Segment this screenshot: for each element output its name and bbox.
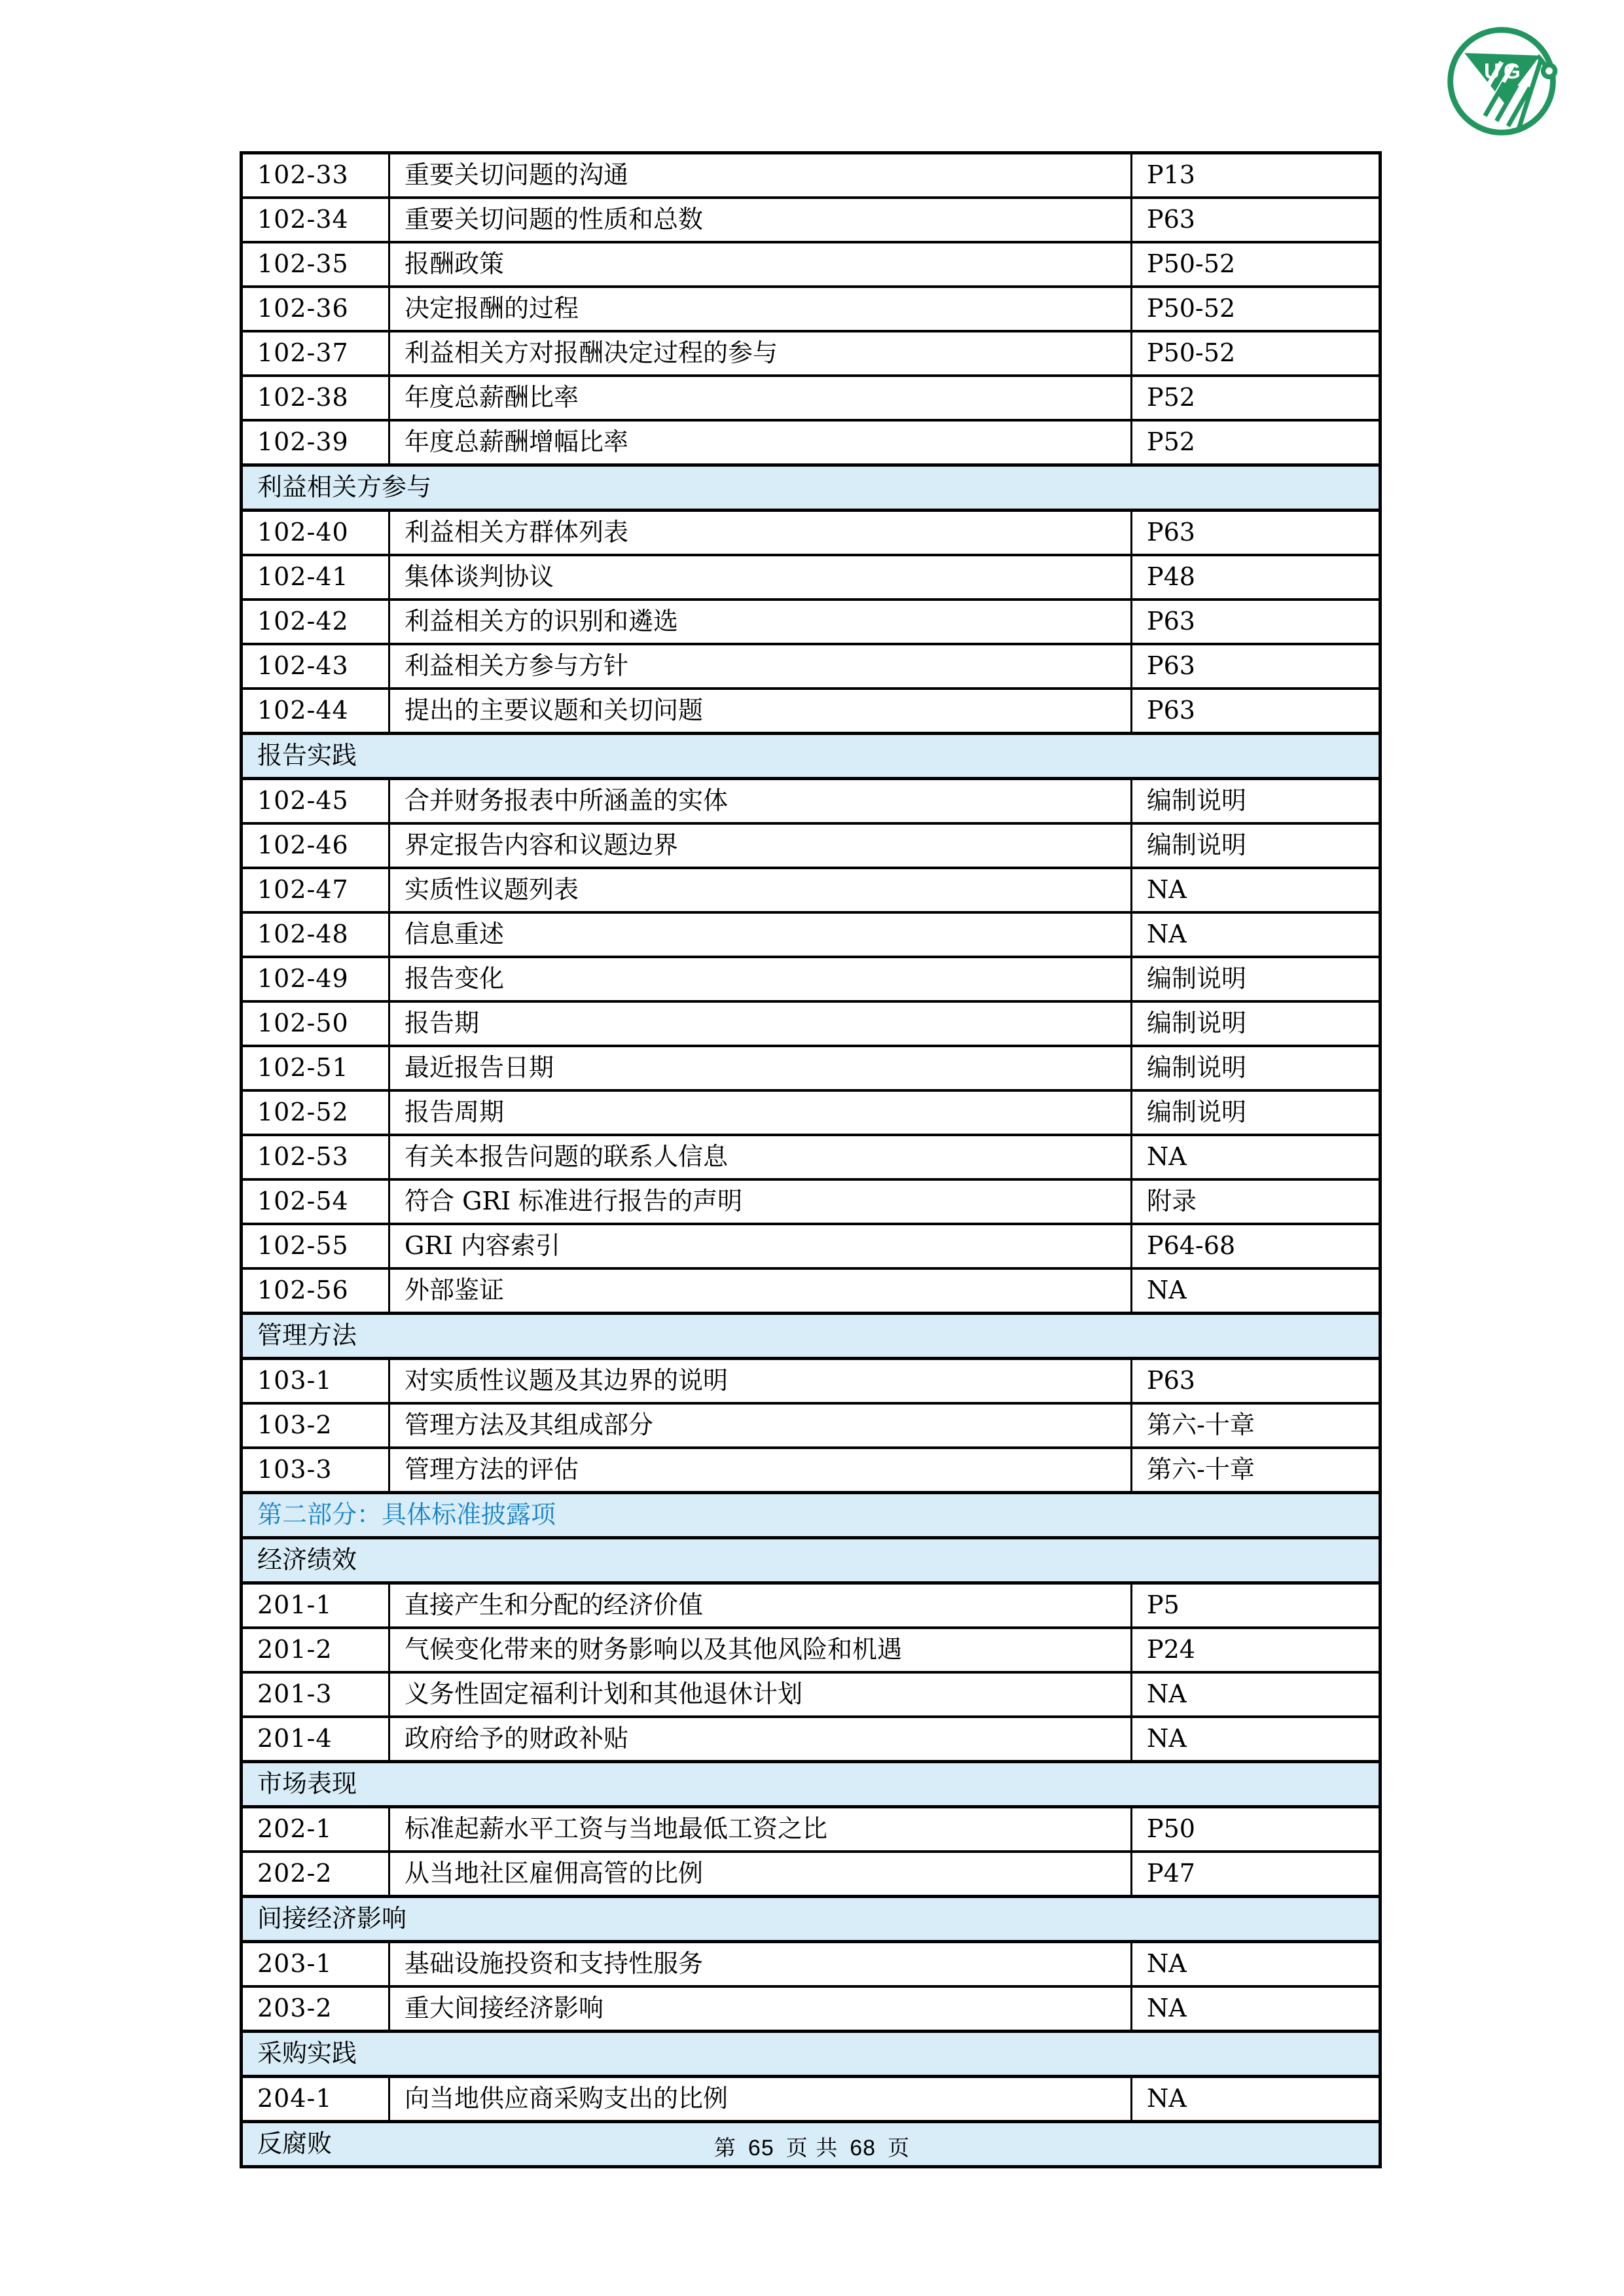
table-row xyxy=(242,2077,1380,2122)
disclosure-description-cell: 基础设施投资和支持性服务 xyxy=(389,1942,1132,1987)
table-row xyxy=(242,376,1380,420)
section-header-label: 经济绩效 xyxy=(242,1538,1380,1583)
disclosure-description-cell: 界定报告内容和议题边界 xyxy=(389,823,1132,868)
disclosure-code-cell: 102-39 xyxy=(242,420,389,465)
disclosure-code-cell: 102-56 xyxy=(242,1268,389,1314)
table-row xyxy=(242,1090,1380,1135)
table-row xyxy=(242,1001,1380,1046)
page-reference-cell: NA xyxy=(1132,1717,1380,1762)
disclosure-description-cell: 符合 GRI 标准进行报告的声明 xyxy=(389,1179,1132,1224)
disclosure-description-cell: 年度总薪酬比率 xyxy=(389,376,1132,420)
page-reference-cell: P63 xyxy=(1132,511,1380,556)
disclosure-code-cell: 201-3 xyxy=(242,1672,389,1717)
disclosure-description-cell: 提出的主要议题和关切问题 xyxy=(389,689,1132,734)
table-row xyxy=(242,1583,1380,1628)
disclosure-code-cell: 102-49 xyxy=(242,957,389,1001)
page-reference-cell: P50-52 xyxy=(1132,331,1380,376)
section-header-row xyxy=(242,2032,1380,2077)
disclosure-description-cell: 报告变化 xyxy=(389,957,1132,1001)
disclosure-description-cell: 信息重述 xyxy=(389,912,1132,957)
table-row xyxy=(242,153,1380,198)
disclosure-description-cell: GRI 内容索引 xyxy=(389,1224,1132,1268)
table-row xyxy=(242,1359,1380,1404)
footer-middle: 页 共 xyxy=(785,2135,839,2161)
table-row xyxy=(242,511,1380,556)
disclosure-description-cell: 义务性固定福利计划和其他退休计划 xyxy=(389,1672,1132,1717)
section-header-label: 反腐败 xyxy=(242,2122,1380,2167)
disclosure-code-cell: 102-50 xyxy=(242,1001,389,1046)
disclosure-code-cell: 103-1 xyxy=(242,1359,389,1404)
table-row xyxy=(242,644,1380,689)
footer-prefix: 第 xyxy=(713,2135,736,2161)
page-reference-cell: P13 xyxy=(1132,153,1380,198)
disclosure-description-cell: 有关本报告问题的联系人信息 xyxy=(389,1135,1132,1179)
table-row xyxy=(242,1403,1380,1448)
company-logo xyxy=(1440,20,1568,148)
table-row xyxy=(242,555,1380,600)
table-row xyxy=(242,912,1380,957)
disclosure-code-cell: 102-42 xyxy=(242,600,389,644)
disclosure-code-cell: 102-36 xyxy=(242,287,389,331)
disclosure-description-cell: 利益相关方对报酬决定过程的参与 xyxy=(389,331,1132,376)
table-row xyxy=(242,331,1380,376)
page-reference-cell: NA xyxy=(1132,1135,1380,1179)
total-page-number: 68 xyxy=(850,2136,876,2161)
section-header-row xyxy=(242,1897,1380,1942)
table-row xyxy=(242,287,1380,331)
section-header-label: 管理方法 xyxy=(242,1314,1380,1359)
disclosure-code-cell: 102-55 xyxy=(242,1224,389,1268)
disclosure-code-cell: 102-48 xyxy=(242,912,389,957)
disclosure-code-cell: 102-37 xyxy=(242,331,389,376)
gri-index-table xyxy=(240,151,1382,2168)
page-reference-cell: P63 xyxy=(1132,1359,1380,1404)
table-row xyxy=(242,1224,1380,1268)
disclosure-code-cell: 202-1 xyxy=(242,1807,389,1852)
disclosure-description-cell: 利益相关方群体列表 xyxy=(389,511,1132,556)
disclosure-description-cell: 合并财务报表中所涵盖的实体 xyxy=(389,779,1132,824)
table-row xyxy=(242,1942,1380,1987)
section-header-label: 采购实践 xyxy=(242,2032,1380,2077)
disclosure-code-cell: 204-1 xyxy=(242,2077,389,2122)
page-reference-cell: NA xyxy=(1132,912,1380,957)
section-header-label: 报告实践 xyxy=(242,734,1380,779)
page-reference-cell: NA xyxy=(1132,2077,1380,2122)
page-reference-cell: 编制说明 xyxy=(1132,779,1380,824)
disclosure-description-cell: 直接产生和分配的经济价值 xyxy=(389,1583,1132,1628)
page-reference-cell: P50 xyxy=(1132,1807,1380,1852)
table-row xyxy=(242,1046,1380,1090)
page-footer xyxy=(0,2131,1624,2162)
table-row xyxy=(242,957,1380,1001)
page-reference-cell: P52 xyxy=(1132,420,1380,465)
disclosure-description-cell: 气候变化带来的财务影响以及其他风险和机遇 xyxy=(389,1628,1132,1672)
disclosure-description-cell: 向当地供应商采购支出的比例 xyxy=(389,2077,1132,2122)
disclosure-description-cell: 重要关切问题的沟通 xyxy=(389,153,1132,198)
table-row xyxy=(242,1448,1380,1493)
section-header-row xyxy=(242,1314,1380,1359)
footer-suffix: 页 xyxy=(888,2135,911,2161)
disclosure-description-cell: 管理方法及其组成部分 xyxy=(389,1403,1132,1448)
disclosure-code-cell: 102-43 xyxy=(242,644,389,689)
disclosure-code-cell: 103-2 xyxy=(242,1403,389,1448)
page-reference-cell: NA xyxy=(1132,1672,1380,1717)
ug-logo-icon xyxy=(1440,20,1568,148)
page-reference-cell: 第六-十章 xyxy=(1132,1448,1380,1493)
table-row xyxy=(242,1135,1380,1179)
page-reference-cell: 附录 xyxy=(1132,1179,1380,1224)
page-reference-cell: 编制说明 xyxy=(1132,823,1380,868)
disclosure-description-cell: 决定报酬的过程 xyxy=(389,287,1132,331)
page-reference-cell: P63 xyxy=(1132,644,1380,689)
page-reference-cell: NA xyxy=(1132,1268,1380,1314)
page-reference-cell: 编制说明 xyxy=(1132,957,1380,1001)
disclosure-description-cell: 政府给予的财政补贴 xyxy=(389,1717,1132,1762)
table-row xyxy=(242,823,1380,868)
disclosure-description-cell: 重大间接经济影响 xyxy=(389,1986,1132,2032)
page-reference-cell: P63 xyxy=(1132,600,1380,644)
disclosure-description-cell: 利益相关方参与方针 xyxy=(389,644,1132,689)
disclosure-code-cell: 103-3 xyxy=(242,1448,389,1493)
page-reference-cell: 编制说明 xyxy=(1132,1001,1380,1046)
disclosure-code-cell: 102-46 xyxy=(242,823,389,868)
page-reference-cell: 第六-十章 xyxy=(1132,1403,1380,1448)
disclosure-code-cell: 102-34 xyxy=(242,198,389,242)
page-reference-cell: P63 xyxy=(1132,689,1380,734)
table-row xyxy=(242,1179,1380,1224)
table-row xyxy=(242,868,1380,912)
disclosure-description-cell: 报告期 xyxy=(389,1001,1132,1046)
section-header-label: 市场表现 xyxy=(242,1762,1380,1807)
disclosure-code-cell: 102-33 xyxy=(242,153,389,198)
disclosure-code-cell: 102-47 xyxy=(242,868,389,912)
disclosure-code-cell: 102-54 xyxy=(242,1179,389,1224)
section-header-row xyxy=(242,1493,1380,1538)
disclosure-description-cell: 利益相关方的识别和遴选 xyxy=(389,600,1132,644)
table-row xyxy=(242,689,1380,734)
page-reference-cell: P47 xyxy=(1132,1852,1380,1897)
table-row xyxy=(242,779,1380,824)
disclosure-code-cell: 201-1 xyxy=(242,1583,389,1628)
page-reference-cell: P24 xyxy=(1132,1628,1380,1672)
disclosure-code-cell: 102-53 xyxy=(242,1135,389,1179)
page-reference-cell: P5 xyxy=(1132,1583,1380,1628)
disclosure-code-cell: 102-41 xyxy=(242,555,389,600)
disclosure-description-cell: 最近报告日期 xyxy=(389,1046,1132,1090)
disclosure-description-cell: 报告周期 xyxy=(389,1090,1132,1135)
page-reference-cell: P63 xyxy=(1132,198,1380,242)
disclosure-description-cell: 集体谈判协议 xyxy=(389,555,1132,600)
disclosure-code-cell: 203-1 xyxy=(242,1942,389,1987)
page-reference-cell: P50-52 xyxy=(1132,287,1380,331)
disclosure-code-cell: 201-4 xyxy=(242,1717,389,1762)
section-header-row xyxy=(242,1538,1380,1583)
table-row xyxy=(242,600,1380,644)
disclosure-description-cell: 报酬政策 xyxy=(389,242,1132,287)
page-reference-cell: NA xyxy=(1132,1986,1380,2032)
page-reference-cell: 编制说明 xyxy=(1132,1090,1380,1135)
section-header-row xyxy=(242,465,1380,511)
section-header-label: 利益相关方参与 xyxy=(242,465,1380,511)
section-header-label: 间接经济影响 xyxy=(242,1897,1380,1942)
disclosure-code-cell: 102-44 xyxy=(242,689,389,734)
table-row xyxy=(242,1717,1380,1762)
table-row xyxy=(242,1672,1380,1717)
page-reference-cell: P50-52 xyxy=(1132,242,1380,287)
current-page-number: 65 xyxy=(748,2136,774,2161)
disclosure-description-cell: 实质性议题列表 xyxy=(389,868,1132,912)
logo-text: UG xyxy=(1484,60,1525,84)
table-row xyxy=(242,242,1380,287)
table-row xyxy=(242,420,1380,465)
disclosure-code-cell: 102-35 xyxy=(242,242,389,287)
table-row xyxy=(242,1807,1380,1852)
section-header-row xyxy=(242,734,1380,779)
disclosure-code-cell: 102-45 xyxy=(242,779,389,824)
page-reference-cell: P52 xyxy=(1132,376,1380,420)
gri-table-body xyxy=(242,153,1380,2167)
table-row xyxy=(242,1852,1380,1897)
disclosure-code-cell: 102-52 xyxy=(242,1090,389,1135)
section-header-label: 第二部分：具体标准披露项 xyxy=(242,1493,1380,1538)
disclosure-description-cell: 年度总薪酬增幅比率 xyxy=(389,420,1132,465)
disclosure-description-cell: 标准起薪水平工资与当地最低工资之比 xyxy=(389,1807,1132,1852)
page-reference-cell: P48 xyxy=(1132,555,1380,600)
disclosure-description-cell: 外部鉴证 xyxy=(389,1268,1132,1314)
disclosure-code-cell: 102-51 xyxy=(242,1046,389,1090)
disclosure-code-cell: 201-2 xyxy=(242,1628,389,1672)
page-reference-cell: NA xyxy=(1132,868,1380,912)
disclosure-code-cell: 102-38 xyxy=(242,376,389,420)
disclosure-code-cell: 203-2 xyxy=(242,1986,389,2032)
table-row xyxy=(242,198,1380,242)
page-reference-cell: P64-68 xyxy=(1132,1224,1380,1268)
page-reference-cell: NA xyxy=(1132,1942,1380,1987)
disclosure-description-cell: 管理方法的评估 xyxy=(389,1448,1132,1493)
disclosure-description-cell: 从当地社区雇佣高管的比例 xyxy=(389,1852,1132,1897)
table-row xyxy=(242,1628,1380,1672)
disclosure-description-cell: 重要关切问题的性质和总数 xyxy=(389,198,1132,242)
section-header-row xyxy=(242,1762,1380,1807)
disclosure-code-cell: 102-40 xyxy=(242,511,389,556)
table-row xyxy=(242,1268,1380,1314)
page-reference-cell: 编制说明 xyxy=(1132,1046,1380,1090)
table-row xyxy=(242,1986,1380,2032)
disclosure-code-cell: 202-2 xyxy=(242,1852,389,1897)
disclosure-description-cell: 对实质性议题及其边界的说明 xyxy=(389,1359,1132,1404)
